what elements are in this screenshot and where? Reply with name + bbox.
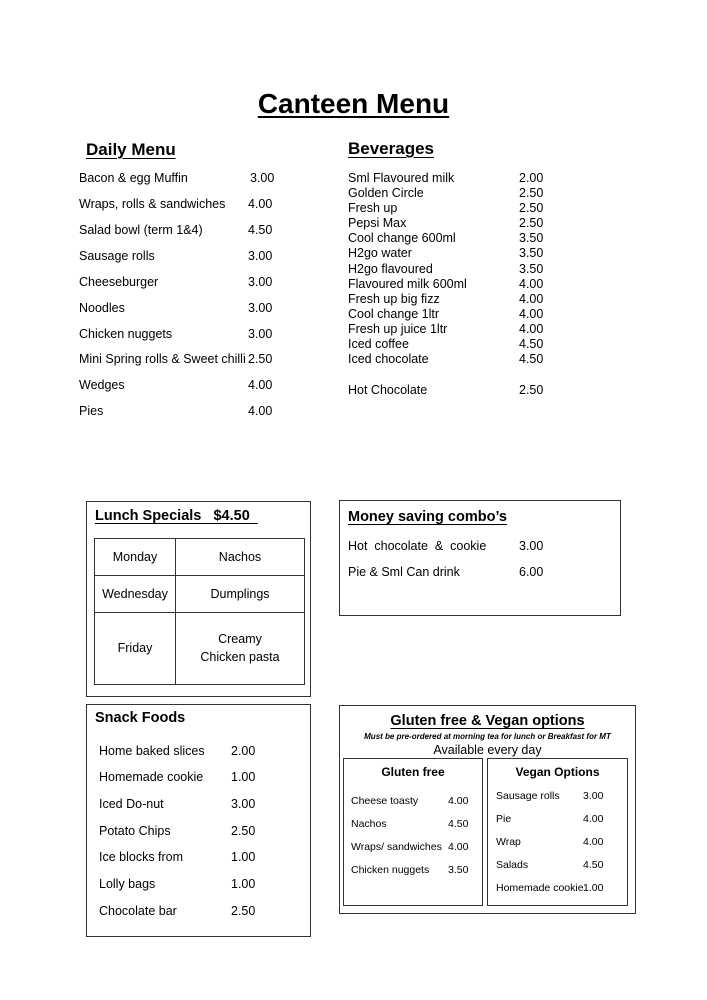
beverage-price: 2.50 <box>519 383 544 397</box>
daily-item-name: Wraps, rolls & sandwiches <box>79 197 226 211</box>
lunch-day: Wednesday <box>95 575 176 612</box>
beverage-price: 3.50 <box>519 246 544 260</box>
combo-price: 3.00 <box>519 539 544 553</box>
beverage-name: H2go water <box>348 246 412 260</box>
gf-item-name: Nachos <box>351 818 387 830</box>
daily-item-name: Salad bowl (term 1&4) <box>79 223 203 237</box>
daily-item-price: 3.00 <box>248 275 273 289</box>
daily-item-price: 2.50 <box>248 352 273 366</box>
page-title: Canteen Menu <box>257 88 450 119</box>
beverage-price: 2.50 <box>519 186 544 200</box>
daily-item-price: 4.00 <box>248 404 273 418</box>
beverage-name: Fresh up juice 1ltr <box>348 322 448 336</box>
vegan-item-name: Pie <box>496 813 512 825</box>
vegan-item-price: 4.50 <box>583 859 604 871</box>
gf-item-price: 4.00 <box>448 841 469 853</box>
beverage-price: 4.00 <box>519 322 544 336</box>
lunch-day: Monday <box>95 539 176 576</box>
snack-name: Ice blocks from <box>99 850 184 864</box>
daily-item-name: Pies <box>79 404 104 418</box>
vegan-item-name: Salads <box>496 859 529 871</box>
vegan-item-price: 4.00 <box>583 813 604 825</box>
vegan-item-price: 3.00 <box>583 790 604 802</box>
lunch-dish: Nachos <box>176 539 305 576</box>
lunch-day: Friday <box>95 612 176 684</box>
beverage-price: 4.00 <box>519 277 544 291</box>
daily-item-name: Bacon & egg Muffin <box>79 171 188 185</box>
daily-item-name: Wedges <box>79 378 125 392</box>
snack-name: Lolly bags <box>99 877 156 891</box>
gluten-free-box <box>343 758 483 906</box>
beverage-name: Fresh up <box>348 201 398 215</box>
vegan-item-name: Homemade cookie <box>496 882 584 894</box>
daily-item-name: Cheeseburger <box>79 275 159 289</box>
beverage-name: Iced coffee <box>348 337 409 351</box>
daily-item-price: 4.00 <box>248 197 273 211</box>
beverages-heading: Beverages <box>348 139 435 158</box>
snack-price: 2.00 <box>231 744 256 758</box>
combo-price: 6.00 <box>519 565 544 579</box>
snack-name: Iced Do-nut <box>99 797 164 811</box>
daily-item-name: Mini Spring rolls & Sweet chilli <box>79 352 246 366</box>
snack-foods-box <box>86 704 311 937</box>
daily-menu-heading: Daily Menu <box>86 140 176 159</box>
gluten-free-heading: Gluten free <box>381 765 445 779</box>
daily-item-name: Noodles <box>79 301 125 315</box>
preorder-note: Must be pre-ordered at morning tea for lunch or Breakfast for MT <box>364 732 611 741</box>
snack-name: Homemade cookie <box>99 770 204 784</box>
beverage-price: 2.50 <box>519 216 544 230</box>
combo-name: Pie & Sml Can drink <box>348 565 460 579</box>
vegan-item-name: Sausage rolls <box>496 790 560 802</box>
snack-price: 1.00 <box>231 850 256 864</box>
beverage-name: H2go flavoured <box>348 262 433 276</box>
daily-item-price: 3.00 <box>248 249 273 263</box>
beverage-price: 4.00 <box>519 307 544 321</box>
snack-foods-heading: Snack Foods <box>95 710 186 726</box>
beverage-name: Cool change 1ltr <box>348 307 440 321</box>
daily-item-name: Sausage rolls <box>79 249 155 263</box>
beverage-name: Golden Circle <box>348 186 424 200</box>
daily-item-price: 4.00 <box>248 378 273 392</box>
daily-item-price: 3.00 <box>248 301 273 315</box>
vegan-heading: Vegan Options <box>515 765 600 779</box>
snack-name: Home baked slices <box>99 744 205 758</box>
gf-item-name: Chicken nuggets <box>351 864 430 876</box>
snack-price: 2.50 <box>231 904 256 918</box>
daily-item-price: 3.00 <box>250 171 275 185</box>
beverage-name: Sml Flavoured milk <box>348 171 455 185</box>
combo-name: Hot chocolate & cookie <box>348 539 487 553</box>
beverage-name: Fresh up big fizz <box>348 292 440 306</box>
combos-heading: Money saving combo’s <box>348 509 507 525</box>
daily-item-price: 4.50 <box>248 223 273 237</box>
lunch-dish: Dumplings <box>176 575 305 612</box>
lunch-specials-price: $4.50 <box>213 508 250 524</box>
gf-item-price: 3.50 <box>448 864 469 876</box>
snack-price: 2.50 <box>231 824 256 838</box>
vegan-item-price: 1.00 <box>583 882 604 894</box>
beverage-price: 2.00 <box>519 171 544 185</box>
vegan-item-name: Wrap <box>496 836 521 848</box>
lunch-specials-table <box>94 538 305 685</box>
beverage-price: 2.50 <box>519 201 544 215</box>
daily-item-name: Chicken nuggets <box>79 327 173 341</box>
daily-item-price: 3.00 <box>248 327 273 341</box>
beverage-name: Flavoured milk 600ml <box>348 277 467 291</box>
gf-item-price: 4.50 <box>448 818 469 830</box>
beverage-name: Iced chocolate <box>348 352 429 366</box>
lunch-specials-heading <box>95 508 258 524</box>
beverage-price: 4.50 <box>519 337 544 351</box>
availability-text: Available every day <box>433 743 542 757</box>
beverage-price: 4.00 <box>519 292 544 306</box>
beverage-price: 4.50 <box>519 352 544 366</box>
gf-item-price: 4.00 <box>448 795 469 807</box>
beverage-name: Hot Chocolate <box>348 383 428 397</box>
table-row <box>95 575 305 612</box>
beverage-name: Cool change 600ml <box>348 231 456 245</box>
lunch-dish: Creamy Chicken pasta <box>176 612 305 684</box>
beverage-name: Pepsi Max <box>348 216 407 230</box>
gf-item-name: Wraps/ sandwiches <box>351 841 442 853</box>
vegan-item-price: 4.00 <box>583 836 604 848</box>
snack-name: Chocolate bar <box>99 904 177 918</box>
snack-price: 1.00 <box>231 877 256 891</box>
gf-item-name: Cheese toasty <box>351 795 419 807</box>
gluten-vegan-heading: Gluten free & Vegan options <box>390 713 585 729</box>
lunch-specials-title: Lunch Specials <box>95 508 202 524</box>
snack-price: 1.00 <box>231 770 256 784</box>
snack-price: 3.00 <box>231 797 256 811</box>
table-row <box>95 612 305 684</box>
table-row <box>95 539 305 576</box>
snack-name: Potato Chips <box>99 824 171 838</box>
beverage-price: 3.50 <box>519 262 544 276</box>
beverage-price: 3.50 <box>519 231 544 245</box>
